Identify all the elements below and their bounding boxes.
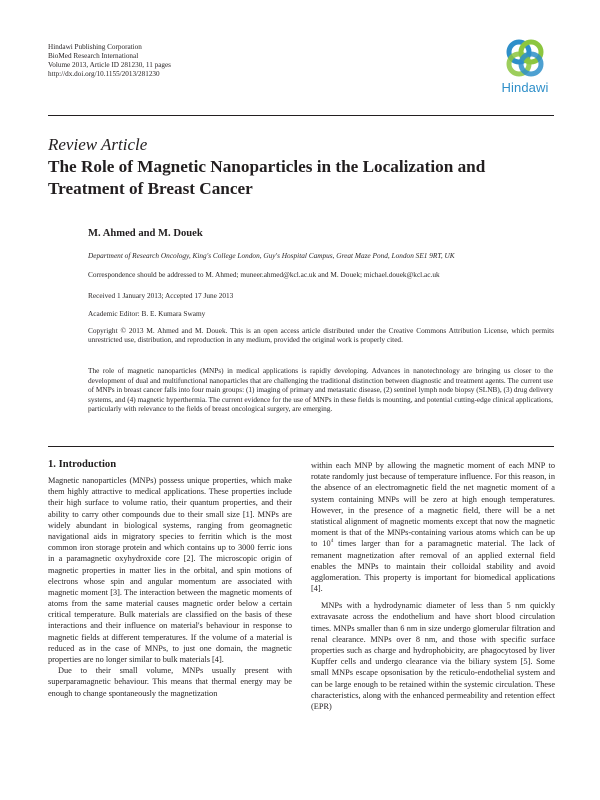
article-type: Review Article (48, 135, 148, 154)
paragraph: Magnetic nanoparticles (MNPs) possess unique properties, which make them highly attractive to medical applications. These properties include their high surface to volume ratio, their quantum properties, and their ability to carry other compounds due to their small size [1]. MNPs are widely abundant in biological systems, ranging from geomagnetic navigational aids in migratory species to ferritin which is the most common iron storage protein and which contains up to 3000 ferric ions in a paramagnetic oxyhydroxide core [2]. The microscopic origin of magnetic properties in matter lies in the orbital, and spin motions of electrons whose spin and angular momentum are associated with magnetic moment [3]. The interaction between the magnetic moments of atoms from the same material causes magnetic order below a certain critical temperature. Bulk materials are classified on the basis of these interactions and their influence on material's behaviour in response to magnetic fields at different temperatures. If the volume of a material is reduced as in the case of MNPs, to just one domain, the magnetic properties are no longer similar to bulk materials [4]. (48, 476, 292, 664)
copyright-notice: Copyright © 2013 M. Ahmed and M. Douek. This is an open access article distributed under the Creative Commons Attribution License, which permits unrestricted use, distribution, and reproduction in any medium, provided the original work is properly cited. (88, 326, 554, 345)
volume-info: Volume 2013, Article ID 281230, 11 pages (48, 61, 171, 69)
section-heading: 1. Introduction (48, 459, 117, 470)
paragraph: Due to their small volume, MNPs usually present with superparamagnetic behaviour. This means that thermal energy may be enough to change spontaneously the magnetization (48, 666, 292, 698)
left-column (48, 458, 292, 699)
hindawi-logo (496, 35, 554, 105)
paragraph: MNPs with a hydrodynamic diameter of less than 5 nm quickly extravasate across the endothelium and have short blood circulation times. MNPs smaller than 6 nm in size undergo glomerular filtration and renal clearance. MNPs over 8 nm, and those with specific surface properties such as charge and hydrophobicity, are phagocytosed by liver Kupffer cells and undergo clearance via the biliary system [5]. Some small MNPs escape opsonisation by the reticulo-endothelial system and can be large enough to be retained within the systemic circulation. These characteristics, along with the enhanced permeability and retention effect (EPR) (311, 601, 555, 711)
doi-link[interactable]: http://dx.doi.org/10.1155/2013/281230 (48, 70, 160, 78)
publisher-name: Hindawi Publishing Corporation (48, 43, 142, 51)
right-column (311, 460, 555, 712)
logo-wordmark: Hindawi (501, 80, 549, 95)
paper-title: The Role of Magnetic Nanoparticles in the Localization and Treatment of Breast Cancer (48, 157, 486, 198)
abstract: The role of magnetic nanoparticles (MNPs) in medical applications is rapidly developing. Advances in nanotechnology are bringing us closer to the development of dual and multifunctional nanoparticles that are challenging the traditional distinction between diagnostic and treatment agents. The current use of MNPs in breast cancer falls into four main groups: (1) imaging of primary and metastatic disease, (2) sentinel lymph node biopsy (SLNB), (3) drug delivery systems, and (4) magnetic hyperthermia. The current evidence for the use of MNPs in these fields is mounting, and potential cutting-edge clinical applications, particularly with relevance to the fields of breast oncological surgery, are emerging. (88, 366, 553, 413)
superscript: 4 (330, 539, 334, 545)
academic-editor: Academic Editor: B. E. Kumara Swamy (88, 309, 206, 318)
hindawi-logo-icon (503, 35, 547, 79)
correspondence: Correspondence should be addressed to M. Ahmed; muneer.ahmed@kcl.ac.uk and M. Douek; michael.douek@kcl.ac.uk (88, 270, 440, 279)
text-run: within each MNP by allowing the magnetic moment of each MNP to rotate randomly just because of temperature influence. For this reason, in the absence of an electromagnetic field the net magnetic moment of a system containing MNPs will be zero at high enough temperatures. However, in the presence of a magnetic field, there will be a net statistical alignment of magnetic moments except that now the magnetic moment is that of the MNPs-containing various atoms which can be up to 10 (311, 461, 555, 549)
paragraph (311, 460, 555, 594)
journal-name: BioMed Research International (48, 52, 139, 60)
abstract-divider (48, 446, 554, 447)
text-run: times larger than for a paramagnetic material. The lack of remanent magnetization after removal of an applied external field enables the MNPs to maintain their colloidal stability and avoid agglomeration. This property is important for biomedical applications [4]. (311, 539, 555, 594)
header-divider (48, 115, 554, 116)
received-dates: Received 1 January 2013; Accepted 17 June 2013 (88, 291, 234, 300)
authors: M. Ahmed and M. Douek (88, 228, 203, 239)
publication-info (48, 43, 171, 79)
affiliation: Department of Research Oncology, King's College London, Guy's Hospital Campus, Great Maze Pond, London SE1 9RT, UK (88, 251, 455, 260)
